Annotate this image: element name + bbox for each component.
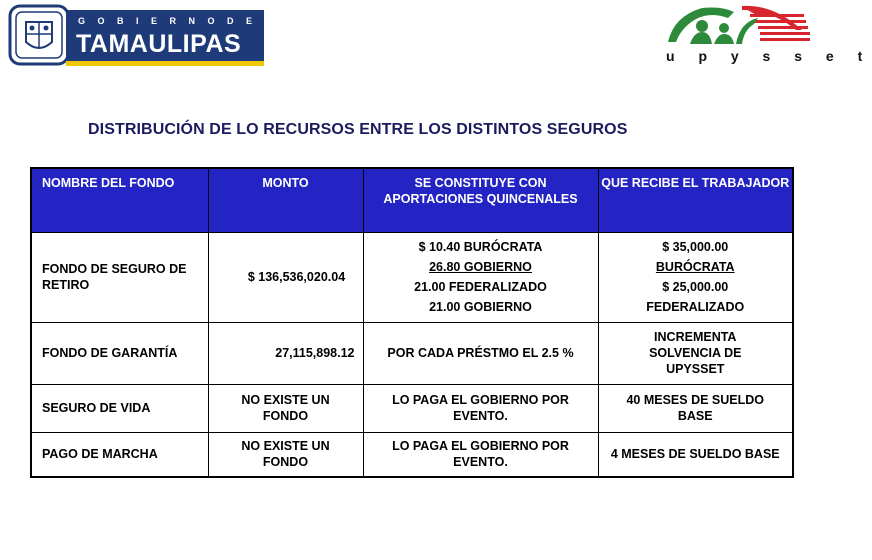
logo-subtitle: G O B I E R N O D E [78, 16, 258, 26]
page-title: DISTRIBUCIÓN DE LO RECURSOS ENTRE LOS DISTINTOS SEGUROS [88, 121, 628, 138]
recibe-line: FEDERALIZADO [646, 300, 745, 315]
aportacion-line: 21.00 GOBIERNO [429, 300, 532, 315]
cell-aportaciones: POR CADA PRÉSTMO EL 2.5 % [363, 322, 598, 384]
cell-fondo: FONDO DE GARANTÍA [31, 322, 208, 384]
aportacion-line: $ 10.40 BURÓCRATA [418, 239, 543, 254]
logo-band [66, 10, 264, 66]
aportacion-line: 26.80 GOBIERNO [429, 259, 532, 274]
aportacion-line: 21.00 FEDERALIZADO [414, 280, 547, 294]
insurance-distribution-table [30, 167, 794, 478]
recibe-line: BURÓCRATA [655, 259, 735, 274]
cell-monto: $ 136,536,020.04 [208, 232, 363, 322]
recibe-line: $ 35,000.00 [662, 239, 729, 254]
upysset-emblem-icon [662, 2, 812, 48]
cell-recibe: 4 MESES DE SUELDO BASE [598, 432, 793, 477]
cell-recibe: 40 MESES DE SUELDO BASE [598, 384, 793, 432]
table-row [31, 232, 793, 322]
recibe-line: $ 25,000.00 [662, 280, 729, 294]
table-row [31, 384, 793, 432]
cell-recibe: INCREMENTA SOLVENCIA DE UPYSSET [598, 322, 793, 384]
cell-aportaciones: LO PAGA EL GOBIERNO POR EVENTO. [363, 432, 598, 477]
upysset-logo [662, 2, 872, 68]
cell-recibe [598, 232, 793, 322]
gobierno-tamaulipas-logo [8, 4, 264, 66]
cell-aportaciones: LO PAGA EL GOBIERNO POR EVENTO. [363, 384, 598, 432]
cell-fondo: FONDO DE SEGURO DE RETIRO [31, 232, 208, 322]
header-nombre-fondo: NOMBRE DEL FONDO [31, 168, 208, 232]
logo-name: TAMAULIPAS [76, 30, 242, 58]
cell-monto: NO EXISTE UN FONDO [208, 432, 363, 477]
table-header-row [31, 168, 793, 232]
cell-monto: 27,115,898.12 [208, 322, 363, 384]
coat-of-arms-icon [8, 4, 70, 66]
table-row [31, 432, 793, 477]
cell-monto: NO EXISTE UN FONDO [208, 384, 363, 432]
cell-aportaciones [363, 232, 598, 322]
upysset-wordmark: u p y s s e t [666, 48, 872, 64]
header-aportaciones: SE CONSTITUYE CON APORTACIONES QUINCENALES [363, 168, 598, 232]
cell-fondo: SEGURO DE VIDA [31, 384, 208, 432]
header-recibe: QUE RECIBE EL TRABAJADOR [598, 168, 793, 232]
header-monto: MONTO [208, 168, 363, 232]
cell-fondo: PAGO DE MARCHA [31, 432, 208, 477]
table-row [31, 322, 793, 384]
